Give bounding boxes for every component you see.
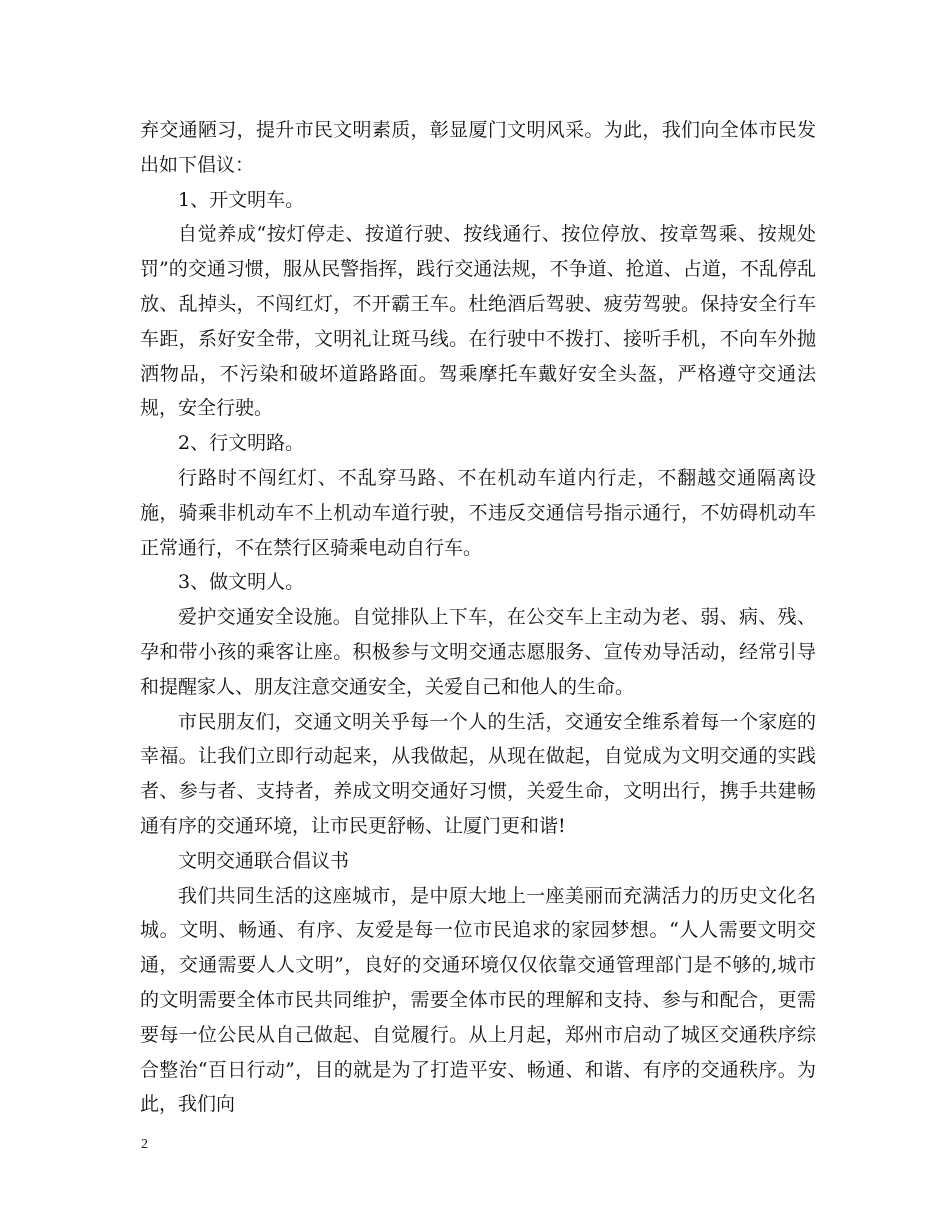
paragraph-city-introduction: 我们共同生活的这座城市，是中原大地上一座美丽而充满活力的历史文化名城。文明、畅通、有序、友爱是每一位市民追求的家园梦想。“人人需要文明交通，交通需要人人文明”，良好的交通环境仅仅依靠交通管理部门是不够的,城市的文明需要全体市民共同维护，需要全体市民的理解和支持、参与和配合，更需要每一位公民从自己做起、自觉履行。从上月起，郑州市启动了城区交通秩序综合整治“百日行动”，目的就是为了打造平安、畅通、和谐、有序的交通秩序。为此，我们向	[140, 884, 816, 1116]
section-title-joint-proposal: 文明交通联合倡议书	[178, 849, 350, 872]
document-body	[140, 113, 816, 1122]
paragraph-civilized-person: 爱护交通安全设施。自觉排队上下车，在公交车上主动为老、弱、病、残、孕和带小孩的乘客让座。积极参与文明交通志愿服务、宣传劝导活动，经常引导和提醒家人、朋友注意交通安全，关爱自己和他人的生命。	[140, 606, 816, 698]
heading-drive-civilized: 1、开文明车。	[178, 188, 305, 211]
paragraph-driving-rules: 自觉养成“按灯停走、按道行驶、按线通行、按位停放、按章驾乘、按规处罚”的交通习惯，服从民警指挥，践行交通法规，不争道、抢道、占道，不乱停乱放、乱掉头，不闯红灯，不开霸王车。杜绝酒后驾驶、疲劳驾驶。保持安全行车车距，系好安全带，文明礼让斑马线。在行驶中不拨打、接听手机，不向车外抛洒物品，不污染和破坏道路路面。驾乘摩托车戴好安全头盔，严格遵守交通法规，安全行驶。	[140, 223, 816, 420]
paragraph-closing-appeal: 市民朋友们，交通文明关乎每一个人的生活，交通安全维系着每一个家庭的幸福。让我们立即行动起来，从我做起，从现在做起，自觉成为文明交通的实践者、参与者、支持者，养成文明交通好习惯，关爱生命，文明出行，携手共建畅通有序的交通环境，让市民更舒畅、让厦门更和谐!	[140, 710, 816, 837]
heading-be-civilized: 3、做文明人。	[178, 571, 305, 594]
heading-walk-civilized: 2、行文明路。	[178, 432, 305, 455]
paragraph-walking-rules: 行路时不闯红灯、不乱穿马路、不在机动车道内行走，不翻越交通隔离设施，骑乘非机动车不上机动车道行驶，不违反交通信号指示通行，不妨碍机动车正常通行，不在禁行区骑乘电动自行车。	[140, 466, 816, 559]
page-number: 2	[141, 1137, 148, 1152]
paragraph-continued: 弃交通陋习，提升市民文明素质，彰显厦门文明风采。为此，我们向全体市民发出如下倡议：	[140, 119, 816, 176]
